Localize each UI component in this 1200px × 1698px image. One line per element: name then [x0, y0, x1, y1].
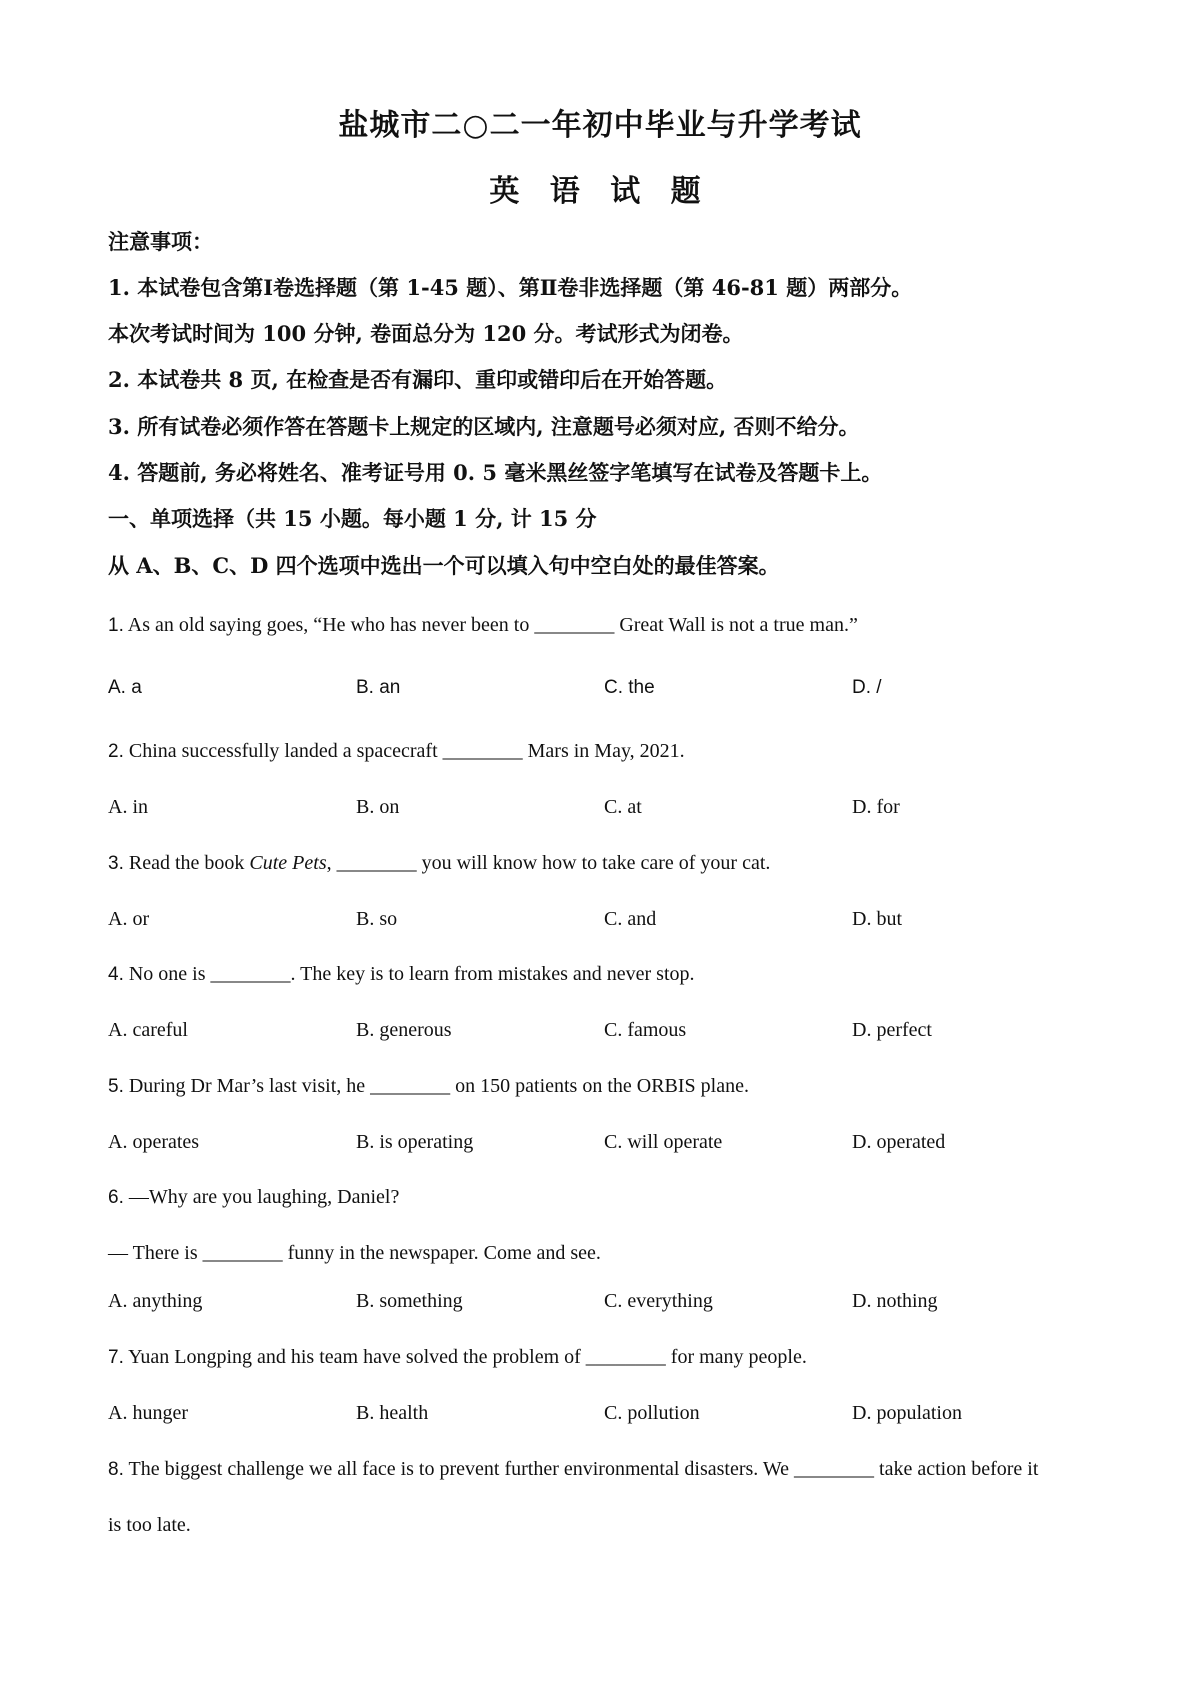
option-a: A. careful	[108, 1019, 188, 1041]
exam-title: 盐城市二○二一年初中毕业与升学考试	[338, 108, 862, 143]
option-d: D. but	[852, 908, 902, 930]
question-text: As an old saying goes, “He who has never been to ________ Great Wall is not a true man.”	[127, 614, 858, 636]
question-text-before: Read the book	[128, 852, 250, 874]
option-c: C. will operate	[604, 1131, 723, 1153]
question-number: 6.	[108, 1187, 124, 1208]
section-title: 一、单项选择（共 15 小题。每小题 1 分, 计 15 分	[108, 506, 597, 531]
notes-heading: 注意事项：	[108, 229, 213, 254]
option-d: D. population	[852, 1402, 962, 1424]
option-a: A. a	[108, 677, 142, 698]
question-8	[108, 1458, 1038, 1481]
option-c: C. pollution	[604, 1402, 700, 1424]
book-title: Cute Pets	[249, 852, 327, 874]
question-6	[108, 1186, 399, 1209]
option-d: D. perfect	[852, 1019, 932, 1041]
option-b: B. on	[356, 796, 400, 818]
option-d: D. for	[852, 796, 900, 818]
question-text: No one is ________. The key is to learn from mistakes and never stop.	[128, 963, 695, 985]
question-text: —Why are you laughing, Daniel?	[128, 1186, 400, 1208]
question-number: 3.	[108, 853, 124, 874]
question-2	[108, 740, 685, 763]
note-line: 4. 答题前, 务必将姓名、准考证号用 0. 5 毫米黑丝签字笔填写在试卷及答题卡上。	[108, 460, 883, 485]
question-number: 8.	[108, 1459, 124, 1480]
question-number: 2.	[108, 741, 124, 762]
option-c: C. everything	[604, 1290, 713, 1312]
question-number: 1.	[108, 615, 124, 636]
question-7	[108, 1346, 807, 1369]
section-instruction: 从 A、B、C、D 四个选项中选出一个可以填入句中空白处的最佳答案。	[108, 553, 780, 578]
option-c: C. at	[604, 796, 642, 818]
note-line: 本次考试时间为 100 分钟, 卷面总分为 120 分。考试形式为闭卷。	[108, 321, 744, 346]
option-b: B. health	[356, 1402, 429, 1424]
option-d: D. nothing	[852, 1290, 938, 1312]
question-8-continuation: is too late.	[108, 1514, 191, 1536]
question-6-reply: — There is ________ funny in the newspaper. Come and see.	[108, 1242, 601, 1264]
exam-subtitle: 英 语 试 题	[489, 174, 711, 209]
question-text-after: , ________ you will know how to take care of your cat.	[326, 852, 771, 874]
option-d: D. operated	[852, 1131, 946, 1153]
question-text: Yuan Longping and his team have solved the problem of ________ for many people.	[128, 1346, 807, 1368]
question-3	[108, 852, 770, 875]
option-c: C. the	[604, 677, 655, 698]
option-b: B. generous	[356, 1019, 452, 1041]
question-text: During Dr Mar’s last visit, he ________ on 150 patients on the ORBIS plane.	[128, 1075, 749, 1097]
option-d: D. /	[852, 677, 882, 698]
note-line: 1. 本试卷包含第Ⅰ卷选择题（第 1-45 题）、第Ⅱ卷非选择题（第 46-81 题）两部分。	[108, 275, 913, 300]
option-c: C. famous	[604, 1019, 687, 1041]
question-1	[108, 614, 858, 637]
option-b: B. an	[356, 677, 401, 698]
option-a: A. operates	[108, 1131, 200, 1153]
question-4	[108, 963, 695, 986]
note-line: 2. 本试卷共 8 页, 在检查是否有漏印、重印或错印后在开始答题。	[108, 367, 728, 392]
option-b: B. something	[356, 1290, 463, 1312]
question-text: China successfully landed a spacecraft ________ Mars in May, 2021.	[128, 740, 685, 762]
question-number: 7.	[108, 1347, 124, 1368]
option-c: C. and	[604, 908, 657, 930]
option-a: A. anything	[108, 1290, 203, 1312]
note-line: 3. 所有试卷必须作答在答题卡上规定的区域内, 注意题号必须对应, 否则不给分。	[108, 414, 860, 439]
option-b: B. so	[356, 908, 398, 930]
question-number: 5.	[108, 1076, 124, 1097]
option-b: B. is operating	[356, 1131, 474, 1153]
option-a: A. hunger	[108, 1402, 188, 1424]
question-number: 4.	[108, 964, 124, 985]
option-a: A. in	[108, 796, 148, 818]
option-a: A. or	[108, 908, 150, 930]
question-text: The biggest challenge we all face is to prevent further environmental disasters. We ________ take action before it	[128, 1458, 1039, 1480]
question-5	[108, 1075, 749, 1098]
